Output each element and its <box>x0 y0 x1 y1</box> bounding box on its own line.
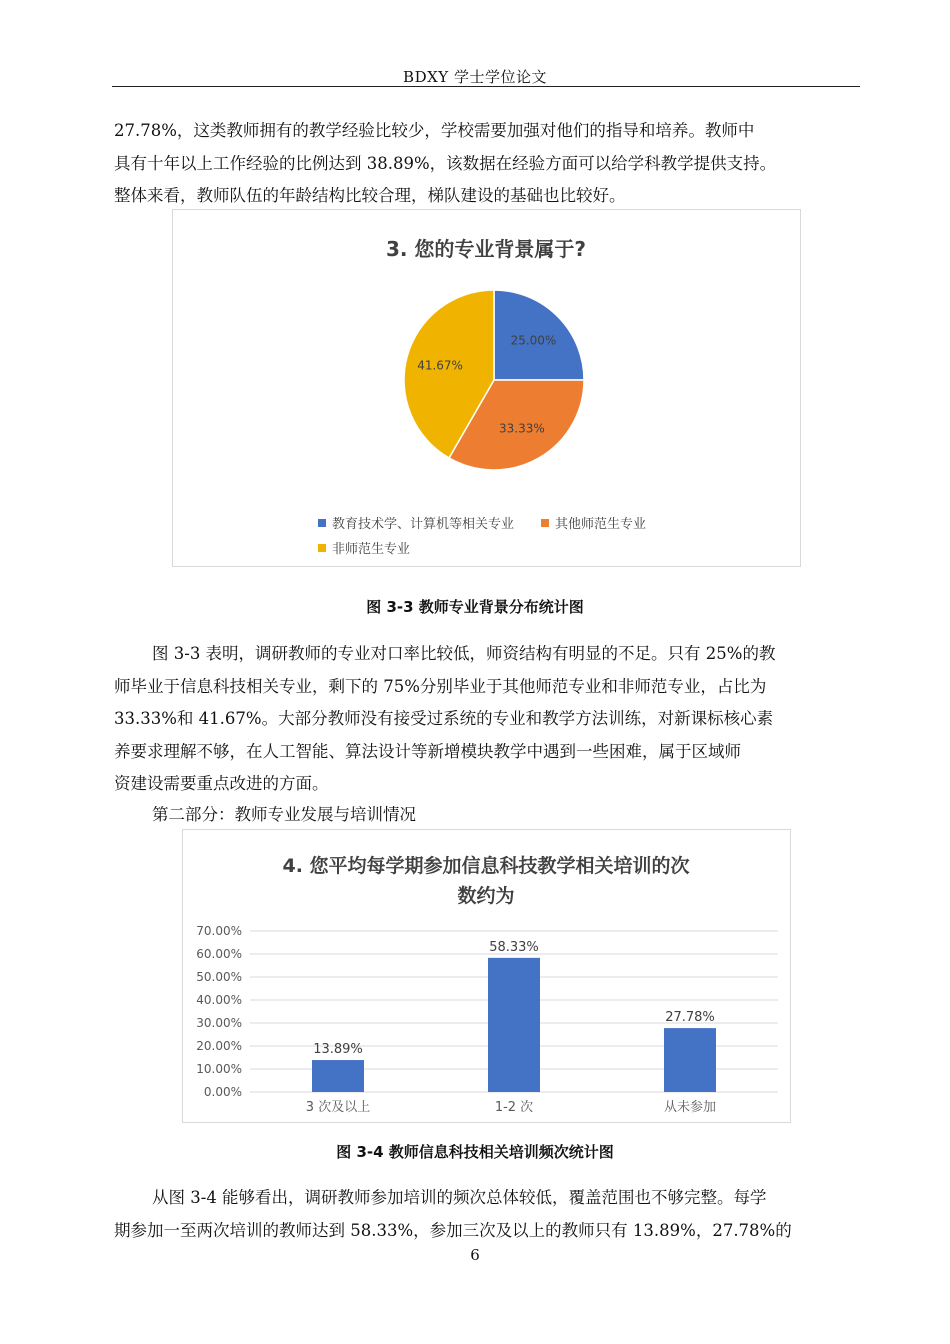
bar <box>664 1028 716 1092</box>
text-line: 师毕业于信息科技相关专业，剩下的 75%分别毕业于其他师范专业和非师范专业，占比为 <box>114 676 767 696</box>
section-title: 第二部分：教师专业发展与培训情况 <box>152 805 416 824</box>
text-line: 27.78%，这类教师拥有的教学经验比较少，学校需要加强对他们的指导和培养。教师中 <box>114 121 755 140</box>
paragraph-1 <box>114 115 866 213</box>
x-tick-label: 3 次及以上 <box>305 1100 371 1115</box>
bar-data-label: 58.33% <box>489 939 539 955</box>
bar-chart-figure <box>182 829 791 1123</box>
legend-label: 非师范生专业 <box>332 542 411 557</box>
text-line: 从图 3-4 能够看出，调研教师参加培训的频次总体较低，覆盖范围也不够完整。每学 <box>152 1188 767 1207</box>
text-line: 33.33%和 41.67%。大部分教师没有接受过系统的专业和教学方法训练，对新课标核心素 <box>114 709 774 728</box>
pie-data-label: 41.67% <box>417 358 463 373</box>
pie-chart-title: 3. 您的专业背景属于? <box>385 237 587 261</box>
paragraph-2 <box>114 638 866 801</box>
bar-chart <box>183 830 790 1122</box>
header-rule <box>112 86 860 87</box>
text-line: 具有十年以上工作经验的比例达到 38.89%，该数据在经验方面可以给学科教学提供支持。 <box>114 153 777 173</box>
x-tick-label: 1-2 次 <box>494 1100 534 1115</box>
figure-3-4-caption: 图 3-4 教师信息科技相关培训频次统计图 <box>336 1143 614 1161</box>
legend-swatch <box>318 519 326 527</box>
y-tick-label: 0.00% <box>203 1085 242 1099</box>
y-tick-label: 50.00% <box>196 970 242 984</box>
bar-data-label: 13.89% <box>313 1042 363 1058</box>
text-line: 整体来看，教师队伍的年龄结构比较合理，梯队建设的基础也比较好。 <box>114 186 626 205</box>
bar-chart-title-line-2: 数约为 <box>457 885 515 907</box>
bar <box>488 958 540 1092</box>
pie-data-label: 33.33% <box>499 421 545 436</box>
y-tick-label: 60.00% <box>196 947 242 961</box>
y-tick-label: 30.00% <box>196 1016 242 1030</box>
pie-chart <box>173 210 800 566</box>
bar-data-label: 27.78% <box>665 1010 715 1026</box>
text-line: 资建设需要重点改进的方面。 <box>114 774 329 793</box>
legend-label: 教育技术学、计算机等相关专业 <box>332 517 515 532</box>
paragraph-3 <box>114 1182 866 1247</box>
y-tick-label: 70.00% <box>196 924 242 938</box>
text-line: 图 3-3 表明，调研教师的专业对口率比较低，师资结构有明显的不足。只有 25%的教 <box>152 644 776 663</box>
x-tick-label: 从未参加 <box>663 1100 717 1115</box>
legend-label: 其他师范生专业 <box>555 517 647 532</box>
page-number: 6 <box>470 1246 480 1264</box>
legend-swatch <box>318 544 326 552</box>
bar <box>312 1060 364 1092</box>
text-line: 期参加一至两次培训的教师达到 58.33%，参加三次及以上的教师只有 13.89%，27.78%的 <box>114 1220 792 1240</box>
y-tick-label: 10.00% <box>196 1062 242 1076</box>
pie-chart-figure <box>172 209 801 567</box>
pie-data-label: 25.00% <box>510 333 557 348</box>
section-title-block <box>114 799 866 832</box>
text-line: 养要求理解不够，在人工智能、算法设计等新增模块教学中遇到一些困难，属于区域师 <box>114 741 741 761</box>
bar-chart-title-line-1: 4. 您平均每学期参加信息科技教学相关培训的次 <box>282 855 690 877</box>
y-tick-label: 20.00% <box>196 1039 242 1053</box>
figure-3-3-caption: 图 3-3 教师专业背景分布统计图 <box>366 598 584 616</box>
running-header: BDXY 学士学位论文 <box>403 68 547 86</box>
y-tick-label: 40.00% <box>196 993 242 1007</box>
legend-swatch <box>541 519 549 527</box>
